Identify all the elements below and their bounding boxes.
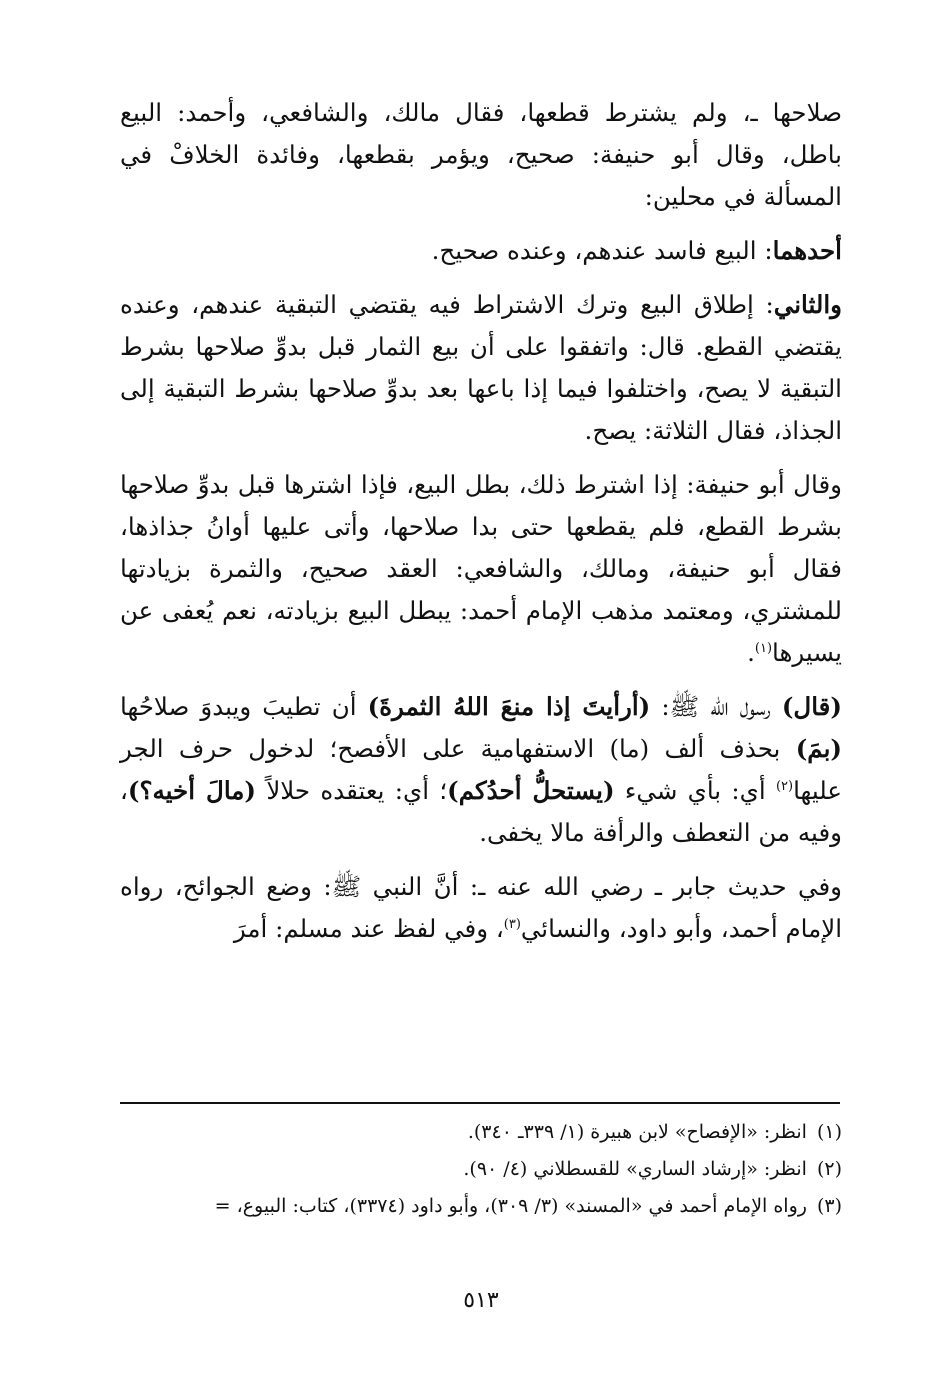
- paragraph-2-lead: أحدهما: [772, 236, 842, 265]
- footnote-ref-1[interactable]: (١): [754, 640, 773, 656]
- footnotes: [120, 1114, 842, 1225]
- footnote-2-number: (٢): [816, 1158, 842, 1180]
- footnote-1: [120, 1114, 842, 1151]
- footnote-separator: [120, 1102, 840, 1104]
- paragraph-2: [120, 230, 842, 272]
- footnote-3-number: (٣): [816, 1195, 842, 1217]
- paragraph-5-text-b: رسول الله ﷺ:: [650, 692, 782, 721]
- hadith-quote-3: (يستحلُّ أحدُكم): [447, 776, 615, 805]
- paragraph-2-text: : البيع فاسد عندهم، وعنده صحيح.: [431, 236, 773, 265]
- paragraph-5-text-k: ، وفيه من التعطف والرأفة مالا يخفى.: [120, 776, 842, 847]
- footnote-3: [120, 1188, 842, 1225]
- paragraph-3: [120, 284, 842, 452]
- footnote-2-text: انظر: «إرشاد الساري» للقسطلاني (٤/ ٩٠).: [463, 1158, 807, 1180]
- paragraph-1-text: صلاحها ـ، ولم يشترط قطعها، فقال مالك، والشافعي، وأحمد: البيع باطل، وقال أبو حنيفة: صحيح، ويؤمر بقطعها، وفائدة الخلافْ في المسألة في محلين:: [120, 98, 842, 211]
- paragraph-6-text-a: وفي حديث جابر ـ رضي الله عنه ـ: أنَّ النبي ﷺ: وضع الجوائح، رواه الإمام أحمد، وأبو داود، والنسائي: [120, 872, 842, 943]
- footnote-ref-2[interactable]: (٢): [775, 778, 794, 794]
- footnote-ref-3[interactable]: (٣): [503, 916, 521, 932]
- footnote-3-text: رواه الإمام أحمد في «المسند» (٣/ ٣٠٩)، وأبو داود (٣٣٧٤)، كتاب: البيوع، =: [214, 1195, 807, 1217]
- paragraph-5-text-f: بحذف ألف (ما) الاستفهامية على الأفصح؛ لدخول حرف الجر عليها: [120, 734, 842, 805]
- footnote-1-number: (١): [816, 1121, 842, 1143]
- paragraph-3-lead: والثاني: [773, 290, 842, 319]
- footnote-1-text: انظر: «الإفصاح» لابن هبيرة (١/ ٣٣٩ـ ٣٤٠).: [467, 1121, 807, 1143]
- paragraph-5: [120, 686, 842, 854]
- paragraph-1: [120, 92, 842, 218]
- paragraph-4: [120, 464, 842, 674]
- paragraph-5-text-i: ؛ أي: يعتقده حلالاً: [256, 776, 448, 805]
- page-number: ٥١٣: [463, 1288, 499, 1313]
- paragraph-5-text-d: أن تطيبَ ويبدوَ صلاحُها: [120, 692, 368, 721]
- hadith-quote-1: (أرأيتَ إذا منعَ اللهُ الثمرةَ): [367, 692, 651, 721]
- paragraph-5-text-g: أي: بأي شيء: [614, 776, 776, 805]
- page-body: [120, 92, 842, 1313]
- hadith-quote-2: (بمَ): [795, 734, 842, 763]
- paragraph-4-end: .: [747, 638, 755, 667]
- paragraph-6: [120, 866, 842, 950]
- paragraph-6-text-b: ، وفي لفظ عند مسلم: أمرَ: [233, 914, 504, 943]
- footnote-2: [120, 1151, 842, 1188]
- paragraph-4-text: وقال أبو حنيفة: إذا اشترط ذلك، بطل البيع، فإذا اشترها قبل بدوِّ صلاحها بشرط القطع، فلم يقطعها حتى بدا صلاحها، وأتى عليها أوانُ جذاذها، فقال أبو حنيفة، ومالك، والشافعي: العقد صحيح، والثمرة بزيادتها للمشتري، ومعتمد مذهب الإمام أحمد: يبطل البيع بزيادته، نعم يُعفى عن يسيرها: [120, 470, 842, 667]
- hadith-quote-4: (مالَ أخيه؟): [127, 776, 257, 805]
- paragraph-5-qal: (قال): [781, 692, 842, 721]
- paragraph-3-text: : إطلاق البيع وترك الاشتراط فيه يقتضي التبقية عندهم، وعنده يقتضي القطع. قال: واتفقوا على أن بيع الثمار قبل بدوِّ صلاحها بشرط التبقية لا يصح، واختلفوا فيما إذا باعها بعد بدوِّ صلاحها بشرط التبقية إلى الجذاذ، فقال الثلاثة: يصح.: [120, 290, 842, 445]
